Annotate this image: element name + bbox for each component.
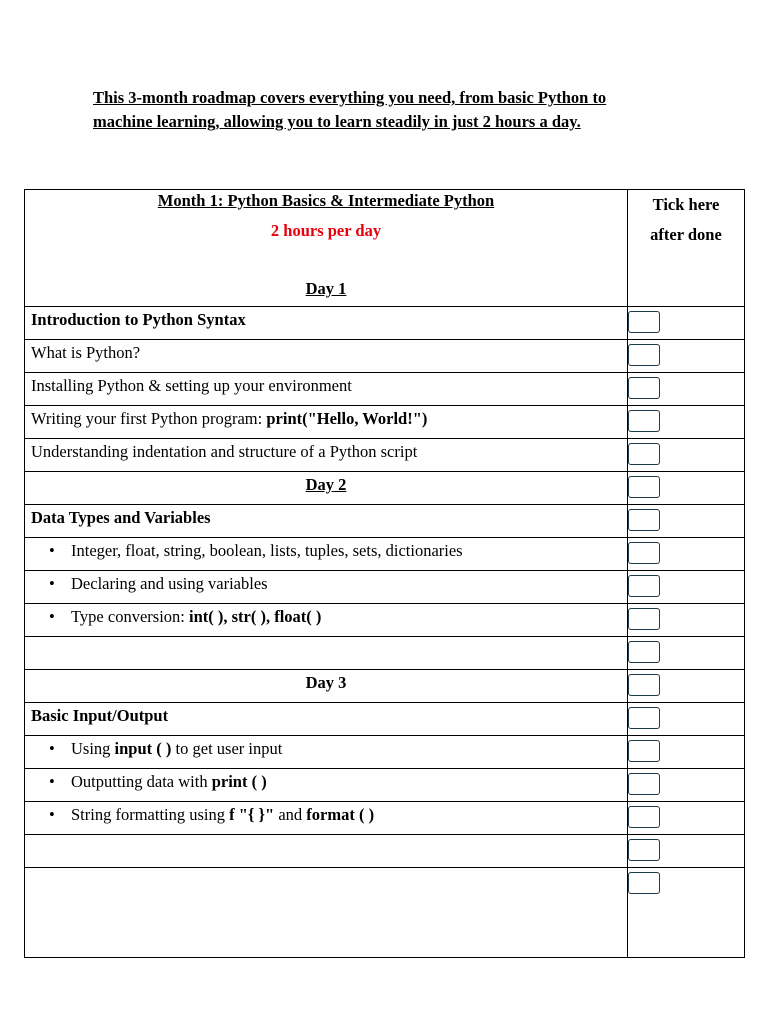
day-1-topic: Introduction to Python Syntax <box>25 307 628 340</box>
table-row <box>25 571 745 604</box>
hours-per-day: 2 hours per day <box>270 221 382 240</box>
day-heading-cell <box>25 472 628 505</box>
checkbox[interactable] <box>628 410 660 432</box>
table-row <box>25 406 745 439</box>
tick-header-line-1: Tick here <box>652 195 720 214</box>
intro-text <box>93 86 693 134</box>
item-text: Using <box>71 739 115 758</box>
code-snippet: input ( ) <box>114 739 172 758</box>
table-row <box>25 868 745 958</box>
list-item: Understanding indentation and structure of a Python script <box>25 439 628 472</box>
checkbox[interactable] <box>628 707 660 729</box>
checkbox[interactable] <box>628 311 660 333</box>
item-text: and <box>274 805 307 824</box>
tick-cell <box>628 538 745 571</box>
table-row <box>25 373 745 406</box>
table-row <box>25 637 745 670</box>
table-row <box>25 472 745 505</box>
tick-cell <box>628 835 745 868</box>
table-row <box>25 307 745 340</box>
table-row <box>25 703 745 736</box>
bullet-item <box>25 736 628 769</box>
tick-cell <box>628 769 745 802</box>
tick-cell <box>628 340 745 373</box>
checkbox[interactable] <box>628 740 660 762</box>
tick-cell <box>628 703 745 736</box>
intro-line-1: This 3-month roadmap covers everything you need, from basic Python to <box>93 88 607 107</box>
table-header-row <box>25 190 745 307</box>
tick-cell <box>628 472 745 505</box>
tick-cell <box>628 802 745 835</box>
table-row <box>25 505 745 538</box>
code-snippet: format ( ) <box>306 805 375 824</box>
item-text: Writing your first Python program: <box>31 409 267 428</box>
tick-cell <box>628 439 745 472</box>
roadmap-table <box>24 189 745 958</box>
day-2-heading: Day 2 <box>305 475 347 494</box>
tick-cell <box>628 604 745 637</box>
tick-cell <box>628 868 745 958</box>
checkbox[interactable] <box>628 344 660 366</box>
table-row <box>25 340 745 373</box>
tick-cell <box>628 406 745 439</box>
tick-header-line-2: after done <box>650 225 722 244</box>
checkbox[interactable] <box>628 674 660 696</box>
table-row <box>25 604 745 637</box>
item-text: Outputting data with <box>71 772 212 791</box>
checkbox[interactable] <box>628 641 660 663</box>
bullet-item: • Integer, float, string, boolean, lists, tuples, sets, dictionaries <box>25 538 628 571</box>
table-row <box>25 736 745 769</box>
checkbox[interactable] <box>628 509 660 531</box>
day-heading-cell <box>25 670 628 703</box>
checkbox[interactable] <box>628 773 660 795</box>
list-item <box>25 406 628 439</box>
tick-cell <box>628 571 745 604</box>
checkbox[interactable] <box>628 608 660 630</box>
tick-cell <box>628 373 745 406</box>
table-row <box>25 439 745 472</box>
tick-cell <box>628 670 745 703</box>
checkbox[interactable] <box>628 377 660 399</box>
item-text: to get user input <box>171 739 283 758</box>
code-snippet: print ( ) <box>211 772 267 791</box>
table-row <box>25 802 745 835</box>
empty-cell <box>25 637 628 670</box>
table-row <box>25 538 745 571</box>
list-item: What is Python? <box>25 340 628 373</box>
day-3-topic: Basic Input/Output <box>25 703 628 736</box>
item-text: Type conversion: <box>71 607 189 626</box>
table-row <box>25 835 745 868</box>
tick-cell <box>628 307 745 340</box>
checkbox[interactable] <box>628 872 660 894</box>
tick-cell <box>628 505 745 538</box>
checkbox[interactable] <box>628 443 660 465</box>
month-header-cell <box>25 190 628 307</box>
intro-line-2: machine learning, allowing you to learn steadily in just 2 hours a day. <box>93 112 581 131</box>
tick-header-cell <box>628 190 745 307</box>
item-text: String formatting using <box>71 805 230 824</box>
day-3-heading: Day 3 <box>305 673 347 692</box>
bullet-item <box>25 769 628 802</box>
month-title: Month 1: Python Basics & Intermediate Python <box>157 191 495 210</box>
checkbox[interactable] <box>628 839 660 861</box>
table-row <box>25 769 745 802</box>
code-snippet: f "{ }" <box>229 805 275 824</box>
table-row <box>25 670 745 703</box>
code-snippet: print("Hello, World!") <box>266 409 428 428</box>
bullet-item: • Declaring and using variables <box>25 571 628 604</box>
empty-cell <box>25 868 628 958</box>
day-1-heading: Day 1 <box>305 279 347 298</box>
day-2-topic: Data Types and Variables <box>25 505 628 538</box>
tick-cell <box>628 736 745 769</box>
bullet-item <box>25 604 628 637</box>
checkbox[interactable] <box>628 575 660 597</box>
empty-cell <box>25 835 628 868</box>
code-snippet: int( ), str( ), float( ) <box>188 607 322 626</box>
tick-cell <box>628 637 745 670</box>
checkbox[interactable] <box>628 806 660 828</box>
bullet-item <box>25 802 628 835</box>
list-item: Installing Python & setting up your environment <box>25 373 628 406</box>
checkbox[interactable] <box>628 476 660 498</box>
checkbox[interactable] <box>628 542 660 564</box>
